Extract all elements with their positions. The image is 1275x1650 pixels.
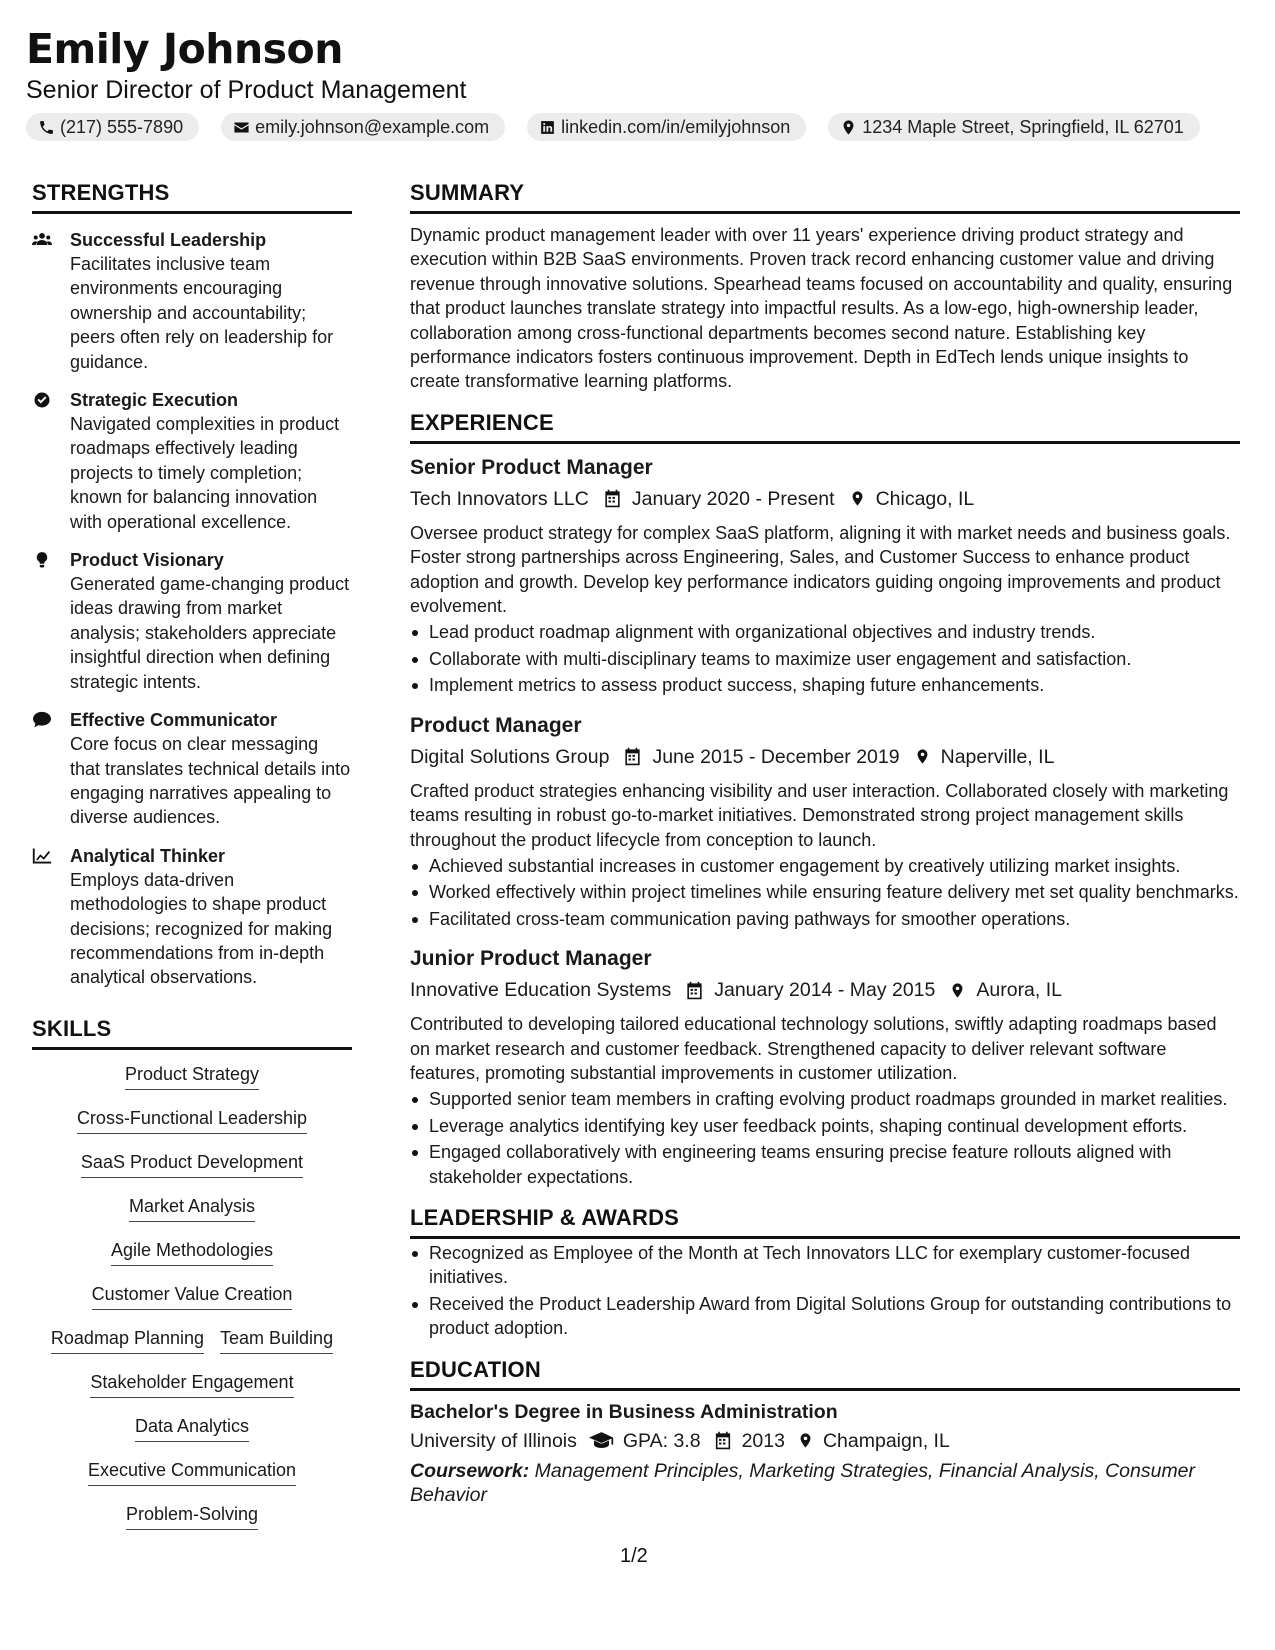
linkedin-text: linkedin.com/in/emilyjohnson [561,116,791,137]
skill-tag: Executive Communication [88,1458,296,1486]
skill-tag: Data Analytics [135,1414,249,1442]
skill-tag: Product Strategy [125,1062,259,1090]
contact-bar [26,113,1246,141]
strength-item [32,388,352,534]
left-column [32,178,352,1546]
check-circle-icon [32,391,52,409]
list-item: Implement metrics to assess product success, shaping future enhancements. [410,673,1240,697]
gpa: GPA: 3.8 [622,1429,701,1452]
skills-list [32,1062,352,1546]
email-text: emily.johnson@example.com [255,116,490,137]
job-role: Product Manager [410,713,582,737]
line-chart-icon [32,847,52,865]
list-item: Achieved substantial increases in customer engagement by creatively utilizing market insights. [410,854,1240,878]
contact-linkedin[interactable] [527,113,806,141]
location-pin-icon [840,119,857,136]
summary-text: Dynamic product management leader with over 11 years' experience driving product strategy and execution within B2B SaaS environments. Proven track record enhancing customer value and driving revenue through innovative solutions. Spearhead teams focused on accountability and quality, ensuring that product launches translate strategy into impactful results. As a low-ego, high-ownership leader, collaboration among cross-functional departments becomes second nature. Establishing key performance indicators fosters continuous improvement. Depth in EdTech lends unique insights to create transformative learning platforms. [410,225,1233,392]
list-item: Facilitated cross-team communication paving pathways for smoother operations. [410,907,1240,931]
skill-tag: Market Analysis [129,1194,255,1222]
envelope-icon [233,119,250,136]
leadership-heading: LEADERSHIP & AWARDS [410,1203,1240,1239]
strengths-heading: STRENGTHS [32,178,352,214]
phone-text: (217) 555-7890 [60,116,184,137]
calendar-icon [623,747,642,766]
job-meta [410,743,1240,771]
candidate-name: Emily Johnson [26,25,343,73]
page-number: 1/2 [620,1545,648,1567]
job-meta [410,976,1240,1004]
education-meta [410,1427,1240,1455]
skill-tag: Problem-Solving [126,1502,258,1530]
phone-icon [38,119,55,136]
calendar-icon [685,981,704,1000]
contact-email[interactable] [221,113,505,141]
strength-name: Analytical Thinker [70,845,226,866]
job-company: Tech Innovators LLC [410,487,589,510]
address-text: 1234 Maple Street, Springfield, IL 62701 [862,116,1184,137]
strength-name: Successful Leadership [70,230,267,250]
job-description: Contributed to developing tailored educational technology solutions, swiftly adapting roadmaps based on market research and customer feedback. Strengthened capacity to deliver relevant software features, promoting substantial improvements in customer utilization. [410,1014,1217,1083]
location-pin-icon [949,981,966,1000]
strength-item [32,844,352,990]
job-location: Chicago, IL [875,487,975,510]
list-item: Engaged collaboratively with engineering teams ensuring precise feature rollouts aligned with stakeholder expectations. [410,1140,1240,1189]
coursework-text: Management Principles, Marketing Strategies, Financial Analysis, Consumer Behavior [410,1459,1196,1507]
job-bullets [410,620,1240,697]
job-dates: January 2014 - May 2015 [714,979,936,1002]
contact-phone[interactable] [26,113,199,141]
summary-heading: SUMMARY [410,178,1240,214]
location-pin-icon [849,489,866,508]
job-description: Crafted product strategies enhancing visibility and user interaction. Collaborated closely with marketing teams resulting in robust go-to-market initiatives. Demonstrated strong project management skills throughout the product lifecycle from conception to launch. [410,780,1229,850]
speech-bubble-icon [32,711,52,729]
strength-desc: Core focus on clear messaging that translates technical details into engaging narratives appealing to diverse audiences. [70,734,351,828]
job-location: Naperville, IL [940,745,1055,768]
coursework-label: Coursework: [410,1459,530,1482]
list-item: Supported senior team members in crafting evolving product roadmaps grounded in market realities. [410,1087,1240,1111]
strength-name: Effective Communicator [70,710,278,731]
skill-tag: Stakeholder Engagement [90,1370,293,1398]
location-pin-icon [797,1431,814,1450]
strength-name: Strategic Execution [70,390,239,411]
graduation-year: 2013 [741,1429,785,1452]
strength-desc: Generated game-changing product ideas drawing from market analysis; stakeholders appreciate insightful direction when defining strategic intents. [70,574,350,692]
job-entry [410,945,1240,1189]
skills-heading: SKILLS [32,1014,352,1050]
calendar-icon [603,489,622,508]
lightbulb-icon [32,551,52,569]
strength-name: Product Visionary [70,550,224,571]
job-bullets [410,1087,1240,1189]
list-item: Recognized as Employee of the Month at Tech Innovators LLC for exemplary customer-focused initiatives. [410,1241,1240,1290]
school-location: Champaign, IL [822,1429,950,1452]
education-heading: EDUCATION [410,1355,1240,1391]
experience-heading: EXPERIENCE [410,408,1240,444]
strength-item [32,228,352,374]
users-icon [32,231,52,249]
leadership-list [410,1241,1240,1341]
list-item: Worked effectively within project timelines while ensuring feature delivery met set quality benchmarks. [410,880,1240,904]
list-item: Collaborate with multi-disciplinary teams to maximize user engagement and satisfaction. [410,647,1240,671]
job-role: Junior Product Manager [410,947,652,971]
list-item: Lead product roadmap alignment with organizational objectives and industry trends. [410,620,1240,644]
linkedin-icon [539,119,556,136]
graduation-cap-icon [589,1431,614,1450]
job-dates: June 2015 - December 2019 [652,745,900,768]
job-company: Innovative Education Systems [410,979,672,1002]
strength-desc: Facilitates inclusive team environments encouraging ownership and accountability; peers often rely on leadership for guidance. [70,254,334,372]
job-company: Digital Solutions Group [410,745,610,768]
resume-header [26,24,1246,141]
job-entry [410,712,1240,931]
skill-tag: Customer Value Creation [92,1282,293,1310]
contact-address [828,113,1200,141]
job-meta [410,485,1240,513]
list-item: Leverage analytics identifying key user feedback points, shaping continual development efforts. [410,1114,1240,1138]
strength-item [32,708,352,830]
job-description: Oversee product strategy for complex SaaS platform, aligning it with market needs and business goals. Foster strong partnerships across Engineering, Sales, and Customer Success to enhance product adoption and growth. Develop key performance indicators guiding ongoing improvements and product evolvement. [410,522,1231,617]
calendar-icon [713,1431,733,1450]
skill-tag: SaaS Product Development [81,1150,303,1178]
job-dates: January 2020 - Present [631,487,835,510]
skill-tag: Agile Methodologies [111,1238,273,1266]
coursework [410,1459,1240,1508]
skill-tag: Cross-Functional Leadership [77,1106,307,1134]
skill-tag: Team Building [220,1326,333,1354]
job-location: Aurora, IL [976,979,1063,1002]
skill-tag: Roadmap Planning [51,1326,204,1354]
strength-desc: Navigated complexities in product roadmaps effectively leading projects to timely completion; known for balancing innovation with operational excellence. [70,414,340,532]
job-entry [410,454,1240,698]
school-name: University of Illinois [410,1429,577,1452]
strength-item [32,548,352,694]
job-bullets [410,854,1240,931]
candidate-title: Senior Director of Product Management [26,76,467,104]
location-pin-icon [914,747,931,766]
strength-desc: Employs data-driven methodologies to shape product decisions; recognized for making recommendations from in-depth analytical observations. [70,869,333,988]
degree-title: Bachelor's Degree in Business Administration [410,1400,838,1423]
job-role: Senior Product Manager [410,455,653,479]
right-column [410,178,1240,1508]
list-item: Received the Product Leadership Award from Digital Solutions Group for outstanding contributions to product adoption. [410,1292,1240,1341]
